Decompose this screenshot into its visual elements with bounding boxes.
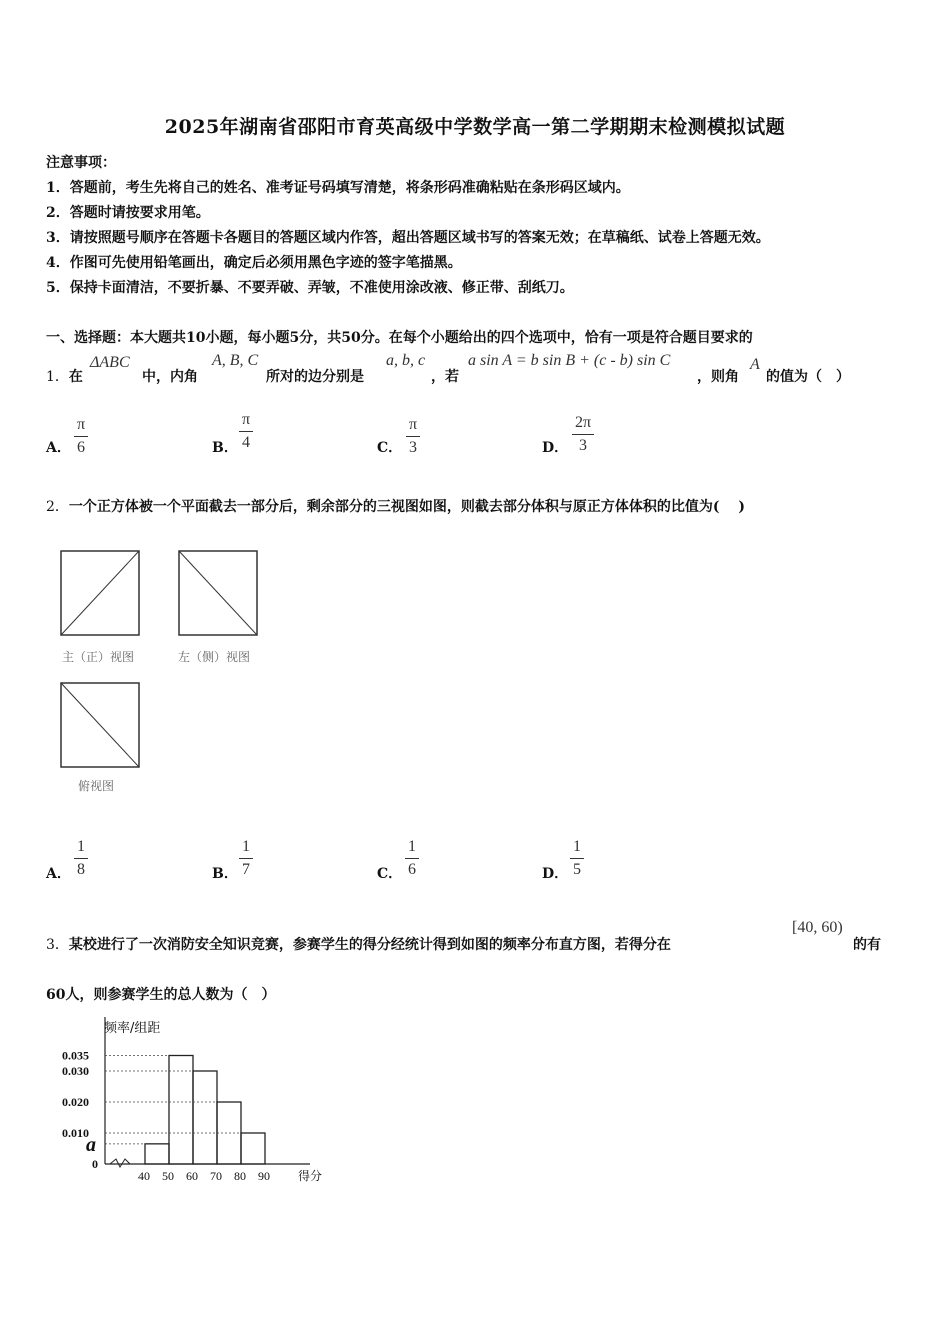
x-axis-label: 得分 (298, 1169, 323, 1183)
page-title: 2025年湖南省邵阳市育英高级中学数学高一第二学期期末检测模拟试题 (164, 116, 786, 138)
option-d-label: D． (542, 866, 569, 882)
note-item: 5．保持卡面清洁，不要折暴、不要弄破、弄皱，不准使用涂改液、修正带、刮纸刀。 (46, 280, 574, 296)
y-tick-label: a (86, 1133, 96, 1156)
option-b-label: B． (212, 866, 238, 882)
option-c-label: C． (377, 440, 403, 456)
note-item: 3．请按照题号顺序在答题卡各题目的答题区域内作答，超出答题区域书写的答案无效；在草稿纸、试卷上答题无效。 (46, 230, 770, 246)
math-equation: a sin A = b sin B + (c - b) sin C (468, 352, 671, 369)
y-tick-label: 0 (92, 1157, 98, 1171)
math-angles: A, B, C (212, 352, 259, 369)
question-3-line-2: 60人，则参赛学生的总人数为（ ） (46, 987, 276, 1003)
question-number: 2． (46, 499, 69, 515)
section-heading: 一、选择题：本大题共10小题，每小题5分，共50分。在每个小题给出的四个选项中，恰有一项是符合题目要求的 (46, 330, 753, 346)
option-d-value: 1 5 (570, 838, 584, 879)
side-view-label: 左（侧）视图 (178, 650, 251, 664)
q1-text: 中，内角 (142, 369, 198, 385)
q1-text: 所对的边分别是 (266, 369, 364, 385)
histogram-bar (193, 1071, 217, 1164)
notes-heading: 注意事项： (46, 155, 116, 171)
y-tick-label: 0.020 (62, 1095, 89, 1109)
option-b-value: 1 7 (239, 838, 253, 879)
option-c-value: 1 6 (405, 838, 419, 879)
q1-text: ，则角 (697, 369, 739, 385)
axis-break-mark (110, 1159, 145, 1167)
option-b-label: B． (212, 440, 238, 456)
question-3: 3．某校进行了一次消防安全知识竞赛，参赛学生的得分经统计得到如图的频率分布直方图，若得分在 (46, 937, 671, 953)
math-angle-a: A (750, 356, 760, 373)
histogram-bar (169, 1056, 193, 1165)
x-tick-label: 80 (234, 1169, 246, 1183)
math-interval: [40, 60) (792, 919, 843, 936)
note-item: 1．答题前，考生先将自己的姓名、准考证号码填写清楚，将条形码准确粘贴在条形码区域内。 (46, 180, 630, 196)
option-c-label: C． (377, 866, 403, 882)
x-tick-label: 40 (138, 1169, 150, 1183)
front-view-label: 主（正）视图 (62, 650, 135, 664)
histogram-bar (241, 1133, 265, 1164)
x-tick-label: 90 (258, 1169, 270, 1183)
math-sides: a, b, c (386, 352, 426, 369)
option-a-value: 1 8 (74, 838, 88, 879)
x-tick-label: 60 (186, 1169, 198, 1183)
option-d-label: D． (542, 440, 569, 456)
math-triangle: ΔABC (90, 354, 130, 371)
option-a-label: A． (46, 866, 71, 882)
y-tick-label: 0.010 (62, 1126, 89, 1140)
side-view-figure (176, 548, 262, 640)
x-tick-label: 50 (162, 1169, 174, 1183)
top-view-figure (58, 680, 144, 772)
question-1: 1．在 (46, 369, 83, 385)
option-d-value: 2π 3 (572, 414, 594, 455)
option-c-value: π 3 (406, 416, 420, 457)
front-view-figure (58, 548, 144, 640)
question-number: 1． (46, 369, 69, 385)
note-item: 2．答题时请按要求用笔。 (46, 205, 210, 221)
x-tick-label: 70 (210, 1169, 222, 1183)
y-axis-label: 频率/组距 (104, 1021, 161, 1036)
q1-text: 的值为（ ） (766, 369, 850, 385)
question-2: 2．一个正方体被一个平面截去一部分后，剩余部分的三视图如图，则截去部分体积与原正方体体积的比值为( ) (46, 499, 746, 515)
option-a-label: A． (46, 440, 71, 456)
q3-text: 的有 (853, 937, 881, 953)
y-tick-label: 0.035 (62, 1048, 89, 1063)
top-view-label: 俯视图 (78, 779, 115, 793)
note-item: 4．作图可先使用铅笔画出，确定后必须用黑色字迹的签字笔描黑。 (46, 255, 462, 271)
option-b-value: π 4 (239, 411, 253, 452)
y-tick-label: 0.030 (62, 1064, 89, 1078)
question-number: 3． (46, 937, 69, 953)
histogram-bar (145, 1144, 169, 1164)
option-a-value: π 6 (74, 416, 88, 457)
q1-text: ，若 (431, 369, 459, 385)
frequency-histogram (40, 1012, 340, 1192)
